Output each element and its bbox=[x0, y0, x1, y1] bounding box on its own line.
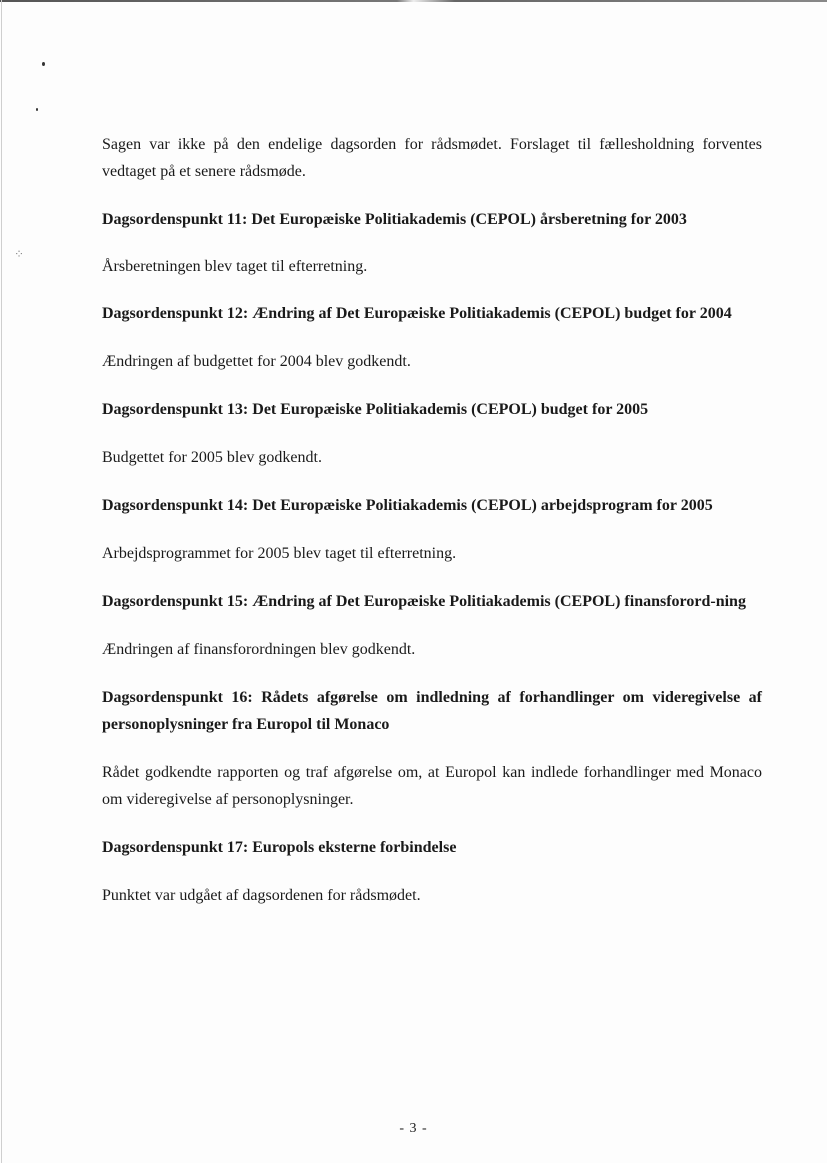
scan-speck bbox=[36, 108, 38, 111]
document-body bbox=[102, 131, 762, 909]
agenda-item-11-heading: Dagsordenspunkt 11: Det Europæiske Politiakademis (CEPOL) årsberetning for 2003 bbox=[102, 211, 687, 228]
paragraph-intro: Sagen var ikke på den endelige dagsorden for rådsmødet. Forslaget til fællesholdning forventes vedtaget på et senere rådsmøde. bbox=[102, 136, 762, 180]
scan-smudge: ⁘ bbox=[14, 247, 25, 261]
agenda-item-13-text: Budgettet for 2005 blev godkendt. bbox=[102, 449, 322, 466]
agenda-item-16-text: Rådet godkendte rapporten og traf afgørelse om, at Europol kan indlede forhandlinger med Monaco om videregivelse af personoplysninger. bbox=[102, 764, 762, 808]
scan-speck bbox=[42, 62, 45, 66]
left-border-rule bbox=[1, 0, 2, 1163]
agenda-item-11-text: Årsberetningen blev taget til efterretning. bbox=[102, 258, 368, 275]
agenda-item-15-heading: Dagsordenspunkt 15: Ændring af Det Europæiske Politiakademis (CEPOL) finansforord-ning bbox=[102, 593, 746, 610]
top-border-rule bbox=[0, 0, 827, 2]
agenda-item-16-heading: Dagsordenspunkt 16: Rådets afgørelse om indledning af forhandlinger om videregivelse af personoplysninger fra Europol til Monaco bbox=[102, 689, 762, 733]
agenda-item-12-text: Ændringen af budgettet for 2004 blev godkendt. bbox=[102, 353, 411, 370]
agenda-item-13-heading: Dagsordenspunkt 13: Det Europæiske Politiakademis (CEPOL) budget for 2005 bbox=[102, 401, 649, 418]
agenda-item-12-heading: Dagsordenspunkt 12: Ændring af Det Europæiske Politiakademis (CEPOL) budget for 2004 bbox=[102, 305, 732, 322]
page-number: - 3 - bbox=[399, 1121, 428, 1136]
agenda-item-14-heading: Dagsordenspunkt 14: Det Europæiske Politiakademis (CEPOL) arbejdsprogram for 2005 bbox=[102, 497, 713, 514]
agenda-item-14-text: Arbejdsprogrammet for 2005 blev taget til efterretning. bbox=[102, 545, 457, 562]
agenda-item-17-text: Punktet var udgået af dagsordenen for rådsmødet. bbox=[102, 887, 421, 904]
agenda-item-15-text: Ændringen af finansforordningen blev godkendt. bbox=[102, 641, 416, 658]
agenda-item-17-heading: Dagsordenspunkt 17: Europols eksterne forbindelse bbox=[102, 839, 457, 856]
